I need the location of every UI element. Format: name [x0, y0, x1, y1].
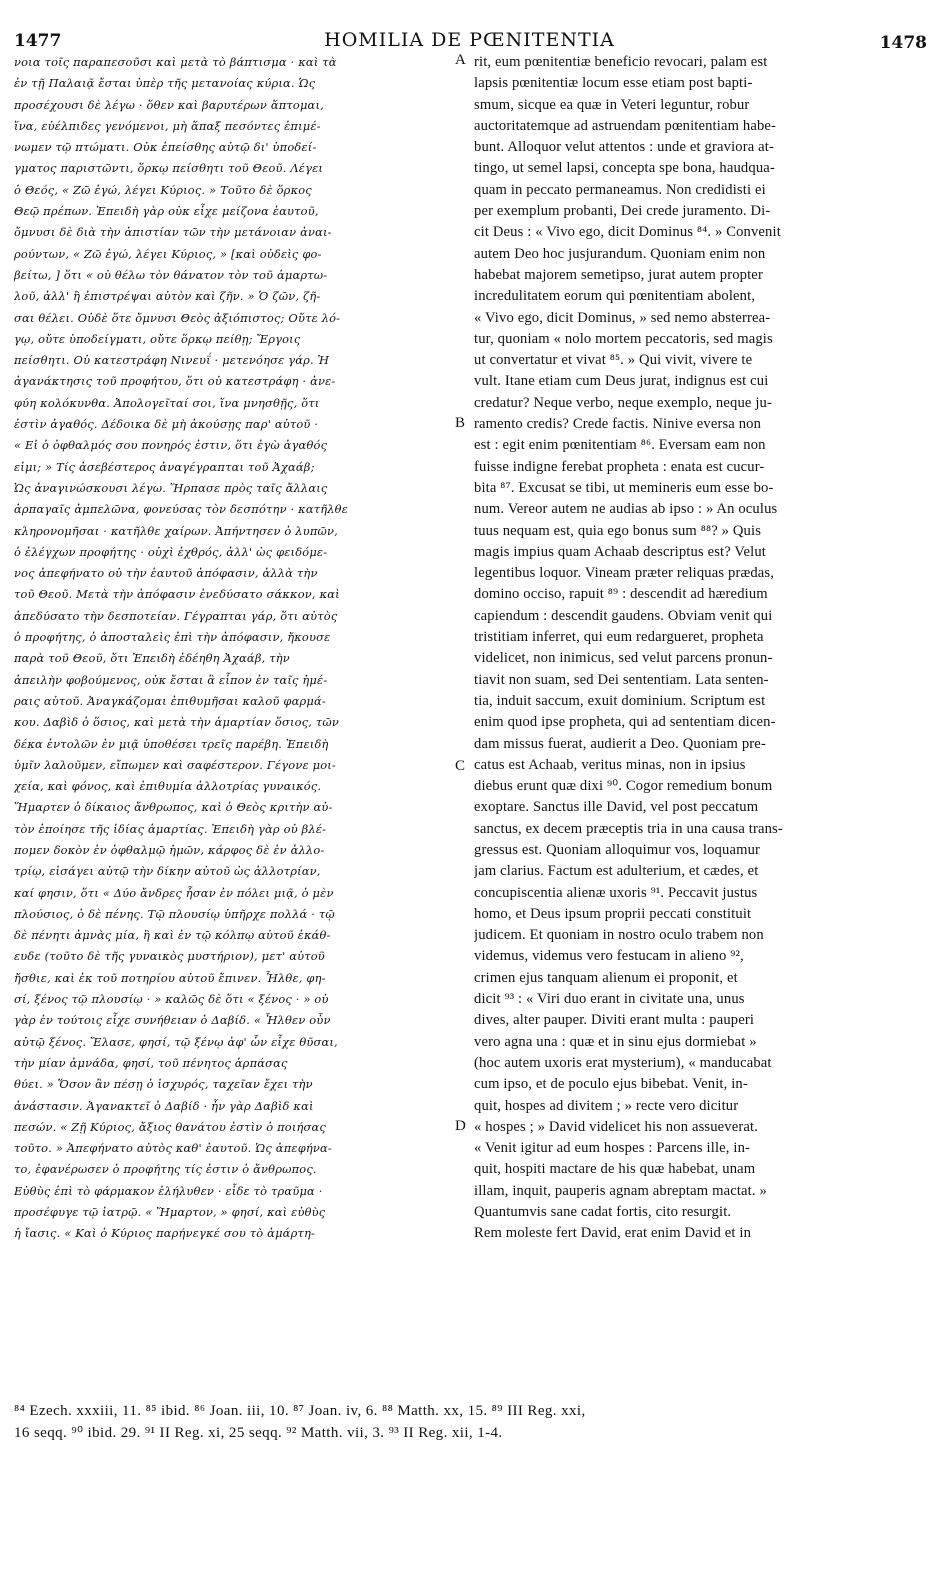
- greek-text-line: ἀνάστασιν. Ἀγανακτεῖ ὁ Δαβίδ · ἦν γὰρ Δαβὶδ καὶ: [14, 1098, 314, 1113]
- left-page-number: 1477: [14, 31, 62, 51]
- latin-column: [474, 52, 929, 1245]
- latin-text-line: videmus, videmus vero festucam in alieno ⁹²,: [474, 948, 744, 965]
- greek-text-line: παρὰ τοῦ Θεοῦ, ὅτι Ἐπειδὴ ἐδέηθη Ἀχαάβ, τὴν: [14, 651, 290, 666]
- greek-text-line: λοῦ, ἀλλ' ἢ ἐπιστρέψαι αὐτὸν καὶ ζῆν. » Ὁ ζῶν, ζῆ-: [14, 289, 321, 304]
- latin-text-line: per exemplum probanti, Dei crede juramento. Di-: [474, 203, 771, 220]
- footnotes: [14, 1400, 929, 1444]
- greek-text-line: νωμεν τῷ πτώματι. Οὐκ ἐπείσθης αὐτῷ δι' ὑποδεί-: [14, 140, 317, 155]
- latin-text-line: dam missus fuerat, audierit a Deo. Quoniam pre-: [474, 735, 766, 752]
- greek-text-line: ἐν τῇ Παλαιᾷ ἔσται ὑπὲρ τῆς μετανοίας κύρια. Ὡς: [14, 76, 316, 91]
- latin-text-line: videlicet, non inimicus, sed velut parcens pronun-: [474, 650, 773, 667]
- latin-text-line: gressus est. Quoniam alloquimur vos, loquamur: [474, 841, 761, 858]
- latin-text-line: est : egit enim pœnitentiam ⁸⁶. Eversam eam non: [474, 437, 766, 454]
- latin-text-line: diebus erunt quæ dixi ⁹⁰. Cogor remedium bonum: [474, 778, 773, 795]
- latin-text-line: tristitiam inferret, qui eum redargueret, propheta: [474, 629, 764, 646]
- greek-text-line: ὁ προφήτης, ὁ ἀποσταλεὶς ἐπὶ τὴν ἀπόφασιν, ἤκουσε: [14, 630, 331, 645]
- latin-text-line: cum ipso, et de poculo ejus bibebat. Venit, in-: [474, 1076, 748, 1093]
- greek-text-line: πείσθητι. Οὐ κατεστράφη Νινευΐ · μετενόησε γάρ. Ἡ: [14, 353, 330, 368]
- greek-text-line: πεσών. « Ζῇ Κύριος, ἄξιος θανάτου ἐστὶν ὁ ποιήσας: [14, 1119, 326, 1134]
- latin-text-line: bita ⁸⁷. Excusat se tibi, ut memineris eum esse bo-: [474, 479, 774, 496]
- greek-text-line: καί φησιν, ὅτι « Δύο ἄνδρες ἦσαν ἐν πόλει μιᾷ, ὁ μὲν: [14, 885, 334, 900]
- latin-text-line: magis impius quam Achaab descriptus est? Velut: [474, 543, 766, 560]
- latin-text-line: concupiscentia alienæ uxoris ⁹¹. Peccavit justus: [474, 884, 758, 901]
- latin-text-line: smum, sicque ea quæ in Veteri leguntur, robur: [474, 96, 750, 113]
- right-page-number: 1478: [879, 33, 927, 53]
- latin-text-line: auctoritatemque ad astruendam pœnitentiam habe-: [474, 117, 777, 134]
- latin-text-line: crimen ejus tanquam alienum ei proponit, et: [474, 969, 738, 986]
- greek-text-line: γὰρ ἐν τούτοις εἶχε συνήθειαν ὁ Δαβίδ. « Ἦλθεν οὖν: [14, 1013, 331, 1028]
- page-header: [0, 14, 939, 53]
- latin-text-line: tur, quoniam « nolo mortem peccatoris, sed magis: [474, 330, 773, 347]
- greek-text-line: ραις αὐτοῦ. Ἀναγκάζομαι ἐπιθυμῆσαι καλοῦ φαρμά-: [14, 693, 326, 708]
- greek-text-line: ὁ ἐλέγχων προφήτης · οὐχὶ ἐχθρός, ἀλλ' ὡς φειδόμε-: [14, 544, 328, 559]
- latin-text-line: vult. Itane etiam cum Deus jurat, indignus est cui: [474, 373, 769, 390]
- greek-text-line: ἀγανάκτησις τοῦ προφήτου, ὅτι οὐ κατεστράφη · ἀνε-: [14, 374, 336, 389]
- greek-column: [14, 52, 452, 1245]
- greek-text-line: προσέχουσι δὲ λέγω · ὅθεν καὶ βαρυτέρων ἅπτομαι,: [14, 97, 324, 112]
- latin-text-line: cit Deus : « Vivo ego, dicit Dominus ⁸⁴. » Convenit: [474, 224, 781, 241]
- footnote-line: ⁸⁴ Ezech. xxxiii, 11. ⁸⁵ ibid. ⁸⁶ Joan. iii, 10. ⁸⁷ Joan. iv, 6. ⁸⁸ Matth. xx, 15. ⁸⁹ III Reg. xxi,: [14, 1403, 586, 1419]
- latin-text-line: jam clarius. Factum est adulterium, et cædes, et: [474, 863, 759, 880]
- greek-text-line: σαι θέλει. Οὐδὲ ὅτε ὄμνυσι Θεὸς ἀξιόπιστος; Οὔτε λό-: [14, 310, 341, 325]
- latin-text-line: Rem moleste fert David, erat enim David et in: [474, 1225, 752, 1242]
- latin-text-line: (hoc autem uxoris erat mysterium), « manducabat: [474, 1054, 772, 1071]
- latin-text-line: incredulitatem eorum qui pœnitentiam abolent,: [474, 288, 756, 305]
- latin-text-line: fuisse indigne ferebat propheta : enata est cucur-: [474, 458, 765, 475]
- greek-text-line: Θεῷ πρέπων. Ἐπειδὴ γὰρ οὐκ εἶχε μείζονα ἑαυτοῦ,: [14, 204, 319, 219]
- latin-text-line: tia, induit saccum, exuit dominium. Scriptum est: [474, 692, 766, 709]
- greek-text-line: τρίῳ, εἰσάγει αὐτῷ τὴν δίκην αὐτοῦ ὡς ἀλλοτρίαν,: [14, 864, 321, 879]
- latin-text-line: tiavit non suam, sed Dei sententiam. Lata senten-: [474, 671, 769, 688]
- greek-text-line: ὁ Θεός, « Ζῶ ἐγώ, λέγει Κύριος. » Τοῦτο δὲ ὅρκος: [14, 182, 312, 197]
- greek-text-line: « Εἰ ὁ ὀφθαλμός σου πονηρός ἐστιν, ὅτι ἐγὼ ἀγαθός: [14, 438, 328, 453]
- latin-text-line: illam, inquit, pauperis agnam abreptam mactat. »: [474, 1182, 767, 1199]
- greek-text-line: τοῦ Θεοῦ. Μετὰ τὴν ἀπόφασιν ἐνεδύσατο σάκκον, καὶ: [14, 587, 340, 602]
- greek-text-line: ἁρπαγαῖς ἀμπελῶνα, φονεύσας τὸν δεσπότην · κατῆλθε: [14, 502, 349, 517]
- greek-text-line: σί, ξένος τῷ πλουσίῳ · » καλῶς δὲ ὅτι « ξένος · » οὐ: [14, 992, 329, 1007]
- margin-mark-d: D: [455, 1118, 466, 1134]
- greek-text-line: ὄμνυσι δὲ διὰ τὴν ἀπιστίαν τῶν τὴν μετάνοιαν ἀναι-: [14, 225, 332, 240]
- latin-text-line: dives, alter pauper. Diviti erant multa : pauperi: [474, 1012, 755, 1029]
- latin-text-line: enim quod ipse propheta, qui ad sententiam dicen-: [474, 714, 776, 731]
- latin-text-line: « hospes ; » David videlicet his non assueverat.: [474, 1118, 759, 1135]
- latin-text-line: ramento credis? Crede factis. Ninive eversa non: [474, 416, 762, 433]
- greek-text-line: γματος παριστῶντι, ὅρκῳ πείσθητι τοῦ Θεοῦ. Λέγει: [14, 161, 324, 176]
- latin-text-line: legentibus loquor. Vineam præter reliquas prædas,: [474, 565, 775, 582]
- latin-text-line: habebat majorem semetipso, jurat autem propter: [474, 266, 763, 283]
- greek-text-line: βείτω, ] ὅτι « οὐ θέλω τὸν θάνατον τὸν τοῦ ἁμαρτω-: [14, 267, 328, 282]
- latin-text-line: tuus nequam est, quia ego bonus sum ⁸⁸? » Quis: [474, 522, 762, 539]
- latin-text-line: exoptare. Sanctus ille David, vel post peccatum: [474, 799, 759, 816]
- latin-text-line: sanctus, ex decem præceptis tria in una causa trans-: [474, 820, 783, 837]
- greek-text-line: Εὐθὺς ἐπὶ τὸ φάρμακον ἐλήλυθεν · εἶδε τὸ τραῦμα ·: [14, 1183, 323, 1198]
- latin-text-line: judicem. Et quoniam in nostro oculo trabem non: [474, 927, 764, 944]
- greek-text-line: δέκα ἐντολῶν ἐν μιᾷ ὑποθέσει τρεῖς παρέβη. Ἐπειδὴ: [14, 736, 329, 751]
- latin-text-line: dicit ⁹³ : « Viri duo erant in civitate una, unus: [474, 991, 745, 1008]
- greek-text-line: ἀπειλὴν φοβούμενος, οὐκ ἔσται ἃ εἶπον ἐν ταῖς ἡμέ-: [14, 672, 328, 687]
- latin-text-line: lapsis pœnitentiæ locum esse etiam post bapti-: [474, 75, 753, 92]
- greek-text-line: ἡ ἴασις. « Καὶ ὁ Κύριος παρήνεγκέ σου τὸ ἁμάρτη-: [14, 1226, 316, 1241]
- greek-text-line: κου. Δαβὶδ ὁ ὅσιος, καὶ μετὰ τὴν ἁμαρτίαν ὅσιος, τῶν: [14, 715, 340, 730]
- greek-text-line: νοια τοῖς παραπεσοῦσι καὶ μετὰ τὸ βάπτισμα · καὶ τὰ: [14, 55, 337, 69]
- greek-text-line: ρούντων, « Ζῶ ἐγώ, λέγει Κύριος, » [καὶ οὐδεὶς φο-: [14, 246, 322, 261]
- greek-text-line: τοῦτο. » Ἀπεφήνατο αὐτὸς καθ' ἑαυτοῦ. Ὡς ἀπεφήνα-: [14, 1141, 332, 1156]
- greek-text-line: πομεν δοκὸν ἐν ὀφθαλμῷ ἡμῶν, κάρφος δὲ ἐν ἀλλο-: [14, 842, 325, 857]
- greek-text-line: κληρονομῆσαι · κατῆλθε χαίρων. Ἀπήντησεν ὁ λυπῶν,: [14, 523, 338, 538]
- greek-text-line: ἵνα, εὐέλπιδες γενόμενοι, μὴ ἅπαξ πεσόντες ἐπιμέ-: [14, 118, 321, 133]
- greek-text-line: προσέφυγε τῷ ἰατρῷ. « Ἥμαρτον, » φησί, καὶ εὐθὺς: [14, 1205, 326, 1220]
- greek-text-line: φύη κολόκυνθα. Ἀπολογεῖταί σοι, ἵνα μνησθῇς, ὅτι: [14, 395, 320, 410]
- greek-text-line: ευδε (τοῦτο δὲ τῆς γυναικὸς μυστήριον), μετ' αὐτοῦ: [14, 949, 325, 964]
- latin-text-line: credatur? Neque verbo, neque exemplo, neque ju-: [474, 394, 772, 411]
- latin-text-line: « Vivo ego, dicit Dominus, » sed nemo absterrea-: [474, 309, 771, 326]
- greek-text-line: τὴν μίαν ἀμνάδα, φησί, τοῦ πένητος ἁρπάσας: [14, 1055, 288, 1070]
- greek-text-line: εἰμι; » Τίς ἀσεβέστερος ἀναγέγραπται τοῦ Ἀχαάβ;: [14, 459, 315, 474]
- greek-text-line: το, ἐφανέρωσεν ὁ προφήτης τίς ἐστιν ὁ ἄνθρωπος.: [14, 1162, 317, 1177]
- greek-text-line: αὐτῷ ξένος. Ἔλασε, φησί, τῷ ξένῳ ἀφ' ὧν εἶχε θῦσαι,: [14, 1034, 338, 1049]
- latin-text-line: bunt. Alloquor velut attentos : unde et graviora at-: [474, 139, 775, 156]
- latin-text-line: « Venit igitur ad eum hospes : Parcens ille, in-: [474, 1140, 751, 1157]
- greek-text-line: γῳ, οὔτε ὑποδείγματι, οὔτε ὅρκῳ πείθῃ; Ἔργοις: [14, 331, 301, 346]
- latin-text-line: catus est Achaab, veritus minas, non in ipsius: [474, 756, 746, 773]
- latin-text-line: tingo, ut semel lapsi, concepta spe bona, haudqua-: [474, 160, 775, 177]
- margin-mark-c: C: [455, 758, 466, 774]
- latin-text-line: ut convertatur et vivat ⁸⁵. » Qui vivit, vivere te: [474, 352, 753, 369]
- latin-text-line: num. Vereor autem ne audias ab ipso : » An oculus: [474, 501, 778, 518]
- greek-text-line: Ἥμαρτεν ὁ δίκαιος ἄνθρωπος, καὶ ὁ Θεὸς κριτὴν αὐ-: [14, 800, 333, 815]
- greek-text-line: χεία, καὶ φόνος, καὶ ἐπιθυμία ἀλλοτρίας γυναικός.: [14, 779, 322, 794]
- greek-text-line: ἤσθιε, καὶ ἐκ τοῦ ποτηρίου αὐτοῦ ἔπινεν. Ἦλθε, φη-: [14, 970, 326, 985]
- latin-text-line: quit, hospiti mactare de his quæ habebat, unam: [474, 1161, 756, 1178]
- latin-text-line: quit, hospes ad divitem ; » recte vero dicitur: [474, 1097, 739, 1114]
- footnote-line: 16 seqq. ⁹⁰ ibid. 29. ⁹¹ II Reg. xi, 25 seqq. ⁹² Matth. vii, 3. ⁹³ II Reg. xii, 1-4.: [14, 1425, 503, 1441]
- greek-text-line: πλούσιος, ὁ δὲ πένης. Τῷ πλουσίῳ ὑπῆρχε πολλά · τῷ: [14, 906, 335, 921]
- latin-text-line: vero agna una : quæ et in sinu ejus dormiebat »: [474, 1033, 757, 1050]
- greek-text-line: Ὡς ἀναγινώσκουσι λέγω. Ἥρπασε πρὸς ταῖς ἄλλαις: [14, 480, 328, 495]
- greek-text-line: τὸν ἐποίησε τῆς ἰδίας ἁμαρτίας. Ἐπειδὴ γὰρ οὐ βλέ-: [14, 821, 327, 836]
- latin-text-line: Quantumvis sane cadat fortis, cito resurgit.: [474, 1204, 732, 1221]
- latin-text-line: autem Deo hoc jusjurandum. Quoniam enim non: [474, 245, 766, 262]
- latin-text-line: domino occiso, rapuit ⁸⁹ : descendit ad hæredium: [474, 586, 768, 603]
- margin-mark-b: B: [455, 415, 466, 431]
- margin-mark-a: A: [455, 52, 466, 68]
- greek-text-line: δὲ πένητι ἀμνὰς μία, ἣ καὶ ἐν τῷ κόλπῳ αὐτοῦ ἐκάθ-: [14, 928, 331, 943]
- latin-text-line: rit, eum pœnitentiæ beneficio revocari, palam est: [474, 54, 768, 70]
- greek-text-line: ἐστὶν ἀγαθός. Δέδοικα δὲ μὴ ἀκούσῃς παρ' αὐτοῦ ·: [14, 417, 319, 432]
- running-title: HOMILIA DE PŒNITENTIA: [324, 29, 615, 51]
- latin-text-line: capiendum : descendit gaudens. Obviam venit qui: [474, 607, 773, 624]
- greek-text-line: νος ἀπεφήνατο οὐ τὴν ἑαυτοῦ ἀπόφασιν, ἀλλὰ τὴν: [14, 566, 318, 581]
- latin-text-line: quam in peccato permaneamus. Non credidisti ei: [474, 181, 766, 198]
- greek-text-line: ὑμῖν λαλοῦμεν, εἴπωμεν καὶ σαφέστερον. Γέγονε μοι-: [14, 757, 336, 772]
- greek-text-line: θύει. » Ὅσον ἂν πέσῃ ὁ ἰσχυρός, ταχεῖαν ἔχει τὴν: [14, 1077, 313, 1092]
- greek-text-line: ἀπεδύσατο τὴν δεσποτείαν. Γέγραπται γάρ, ὅτι αὐτὸς: [14, 608, 338, 623]
- latin-text-line: homo, et Deus ipsum proprii peccati constituit: [474, 905, 752, 922]
